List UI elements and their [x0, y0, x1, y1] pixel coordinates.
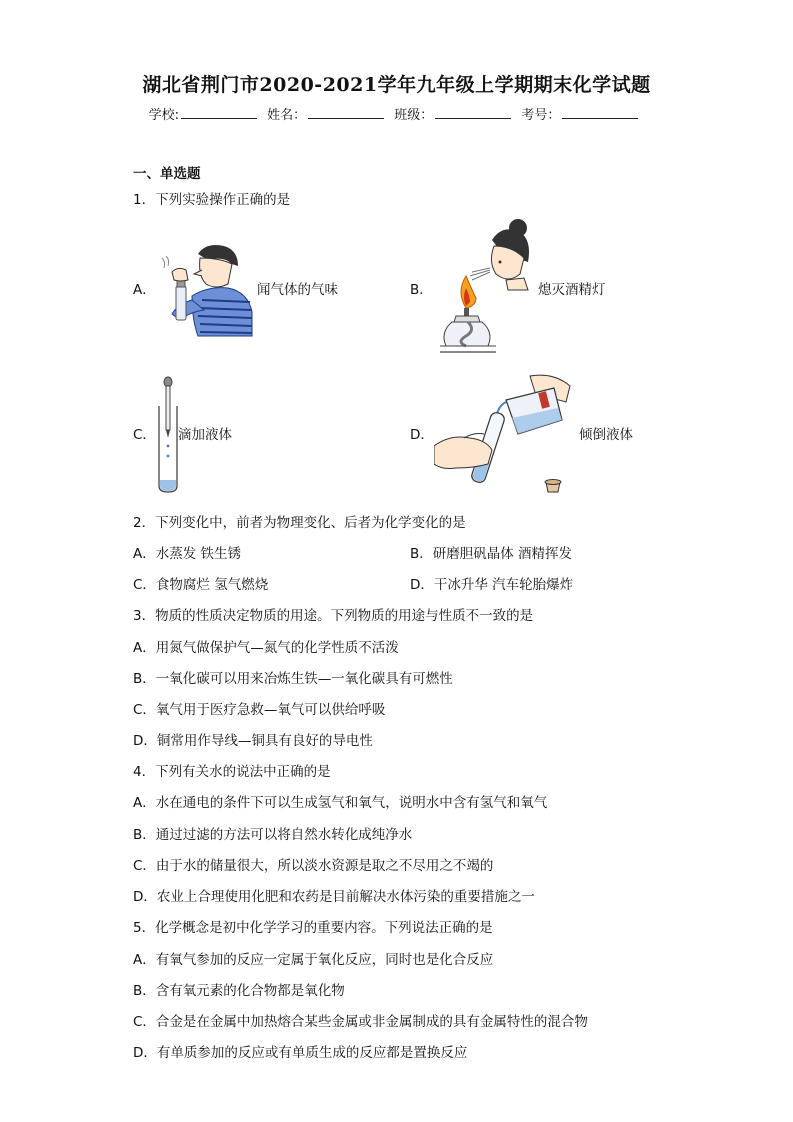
q2-option-b: B．研磨胆矾晶体 酒精挥发: [410, 546, 573, 562]
q2-option-a: A．水蒸发 铁生锈: [133, 546, 242, 562]
q4-option-b: B．通过过滤的方法可以将自然水转化成纯净水: [133, 827, 413, 843]
q3-option-b: B．一氧化碳可以用来冶炼生铁—一氧化碳具有可燃性: [133, 671, 453, 687]
q5-option-c: C．合金是在金属中加热熔合某些金属或非金属制成的具有金属特性的混合物: [133, 1014, 588, 1030]
q1-option-d-letter: D．: [410, 427, 434, 443]
q4-option-a: A．水在通电的条件下可以生成氢气和氧气，说明水中含有氢气和氧气: [133, 795, 548, 811]
question-3-stem: 3．物质的性质决定物质的用途。下列物质的用途与性质不一致的是: [133, 608, 534, 624]
q3-option-a: A．用氮气做保护气—氮气的化学性质不活泼: [133, 640, 399, 656]
q3-option-c: C．氧气用于医疗急救—氧气可以供给呼吸: [133, 702, 386, 718]
pouring-liquid-illustration: [434, 372, 574, 498]
blowing-alcohol-lamp-illustration: [436, 218, 534, 358]
dropping-liquid-illustration: [155, 376, 179, 494]
q1-option-b-letter: B．: [410, 282, 433, 298]
section-heading: 一、单选题: [133, 166, 201, 182]
class-blank: [435, 105, 511, 119]
page-title: 湖北省荆门市2020-2021学年九年级上学期期末化学试题: [142, 74, 651, 96]
student-info-line: [0, 104, 793, 123]
name-label: 姓名：: [267, 108, 307, 123]
q4-option-c: C．由于水的储量很大，所以淡水资源是取之不尽用之不竭的: [133, 858, 494, 874]
exam-number-blank: [562, 105, 638, 119]
q5-option-d: D．有单质参加的反应或有单质生成的反应都是置换反应: [133, 1045, 468, 1061]
q1-option-c-caption: 滴加液体: [178, 427, 232, 443]
smelling-gas-illustration: [158, 240, 254, 338]
school-label: 学校:: [148, 108, 179, 123]
q5-option-b: B．含有氧元素的化合物都是氧化物: [133, 983, 345, 999]
question-4-stem: 4．下列有关水的说法中正确的是: [133, 764, 331, 780]
q1-option-a-letter: A．: [133, 282, 156, 298]
q4-option-d: D．农业上合理使用化肥和农药是目前解决水体污染的重要措施之一: [133, 889, 535, 905]
q1-option-d-caption: 倾倒液体: [579, 427, 633, 443]
exam-number-label: 考号：: [521, 108, 561, 123]
q3-option-d: D．铜常用作导线—铜具有良好的导电性: [133, 733, 373, 749]
question-5-stem: 5．化学概念是初中化学学习的重要内容。下列说法正确的是: [133, 920, 493, 936]
name-blank: [308, 105, 384, 119]
question-2-stem: 2．下列变化中，前者为物理变化、后者为化学变化的是: [133, 515, 466, 531]
question-1-stem: 1．下列实验操作正确的是: [133, 192, 291, 208]
q2-option-c: C．食物腐烂 氢气燃烧: [133, 577, 269, 593]
school-blank: [181, 105, 257, 119]
q1-option-a-caption: 闻气体的气味: [257, 282, 338, 298]
q2-option-d: D．干冰升华 汽车轮胎爆炸: [410, 577, 574, 593]
q5-option-a: A．有氧气参加的反应一定属于氧化反应，同时也是化合反应: [133, 952, 494, 968]
q1-option-b-caption: 熄灭酒精灯: [538, 282, 606, 298]
q1-option-c-letter: C．: [133, 427, 156, 443]
class-label: 班级：: [394, 108, 434, 123]
